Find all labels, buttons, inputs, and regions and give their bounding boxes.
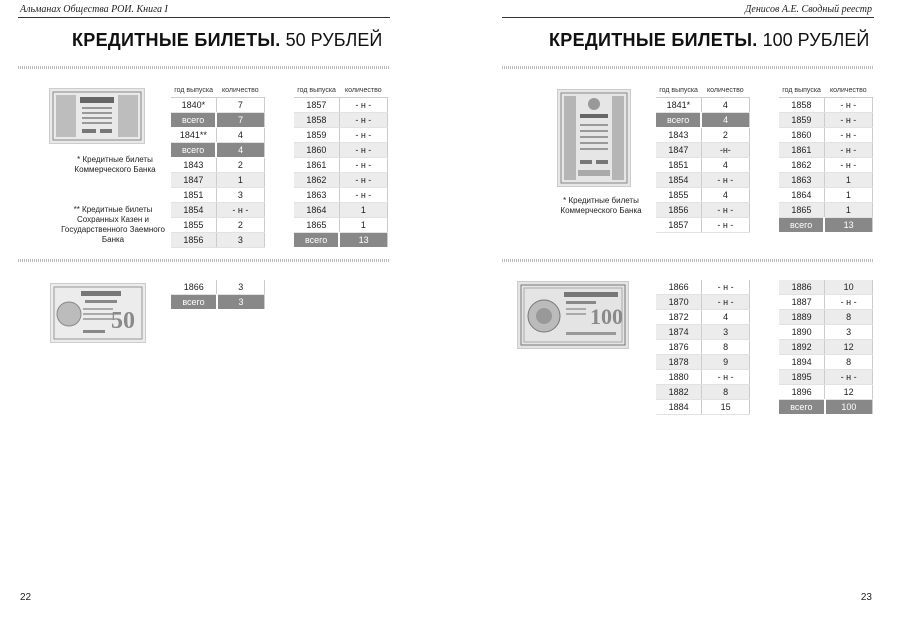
cell-qty: 7	[216, 98, 264, 113]
cell-qty: 3	[216, 233, 264, 248]
right-page-number: 23	[860, 592, 872, 603]
table-row	[656, 355, 750, 370]
table-row	[656, 173, 750, 188]
banknote-100-rub-1841-image	[557, 89, 631, 187]
table-row	[656, 370, 750, 385]
banknote-100-rub-1866-image	[517, 281, 629, 349]
header-rule	[18, 17, 390, 18]
table-100-rub-1841-1857	[656, 84, 750, 233]
table-row	[656, 295, 750, 310]
cell-qty: - н -	[701, 203, 749, 218]
cell-year: 1886	[779, 280, 825, 295]
col-header-year: год выпуска	[294, 84, 339, 98]
table-row	[779, 385, 873, 400]
cell-year: 1864	[294, 203, 339, 218]
cell-year: 1892	[779, 340, 825, 355]
cell-year: 1862	[294, 173, 339, 188]
cell-qty: 1	[339, 203, 387, 218]
cell-qty: - н -	[339, 143, 387, 158]
cell-year: 1841*	[656, 98, 701, 113]
table-row	[171, 98, 265, 113]
cell-year: 1860	[779, 128, 824, 143]
cell-qty: - н -	[825, 370, 873, 385]
table-50-rub-1840-1856	[171, 84, 265, 248]
table-row	[779, 173, 873, 188]
table-100-rub-1886-1896	[779, 280, 873, 415]
cell-year: 1859	[779, 113, 824, 128]
cell-year: всего	[171, 295, 217, 310]
table-row	[779, 98, 873, 113]
right-page	[450, 0, 900, 629]
cell-year: 1851	[171, 188, 216, 203]
cell-qty: - н -	[339, 173, 387, 188]
cell-qty: 13	[339, 233, 387, 248]
table-row	[779, 295, 873, 310]
left-running-head: Альманах Общества РОИ. Книга I	[20, 4, 168, 15]
cell-year: 1862	[779, 158, 824, 173]
cell-qty: - н -	[216, 203, 264, 218]
cell-year: 1889	[779, 310, 825, 325]
cell-qty: 15	[702, 400, 750, 415]
col-header-qty: количество	[216, 84, 264, 98]
cell-qty: - н -	[339, 188, 387, 203]
col-header-year: год выпуска	[171, 84, 216, 98]
cell-year: 1895	[779, 370, 825, 385]
cell-qty: 4	[701, 158, 749, 173]
title-denomination: 50 РУБЛЕЙ	[285, 30, 383, 50]
col-header-year: год выпуска	[779, 84, 824, 98]
table-row	[171, 203, 265, 218]
cell-year: 1858	[779, 98, 824, 113]
col-header-qty: количество	[824, 84, 872, 98]
cell-year: 1857	[656, 218, 701, 233]
cell-qty: - н -	[701, 173, 749, 188]
cell-qty: 12	[825, 340, 873, 355]
cell-qty: 12	[825, 385, 873, 400]
cell-qty: 1	[339, 218, 387, 233]
cell-qty: 4	[701, 98, 749, 113]
cell-qty: 8	[702, 340, 750, 355]
cell-year: 1851	[656, 158, 701, 173]
table-row	[171, 173, 265, 188]
col-header-qty: количество	[339, 84, 387, 98]
table-row	[656, 188, 750, 203]
table-row	[779, 128, 873, 143]
cell-year: 1890	[779, 325, 825, 340]
table-row	[656, 310, 750, 325]
cell-qty: 3	[216, 188, 264, 203]
cell-qty: -н-	[701, 143, 749, 158]
cell-year: 1864	[779, 188, 824, 203]
cell-year: 1866	[171, 280, 217, 295]
cell-year: всего	[171, 143, 216, 158]
cell-qty: 2	[216, 158, 264, 173]
cell-qty: 3	[217, 295, 265, 310]
table-row	[656, 400, 750, 415]
table-row	[779, 203, 873, 218]
cell-qty: - н -	[339, 158, 387, 173]
table-row	[171, 218, 265, 233]
cell-qty: - н -	[339, 98, 387, 113]
table-row	[294, 128, 388, 143]
cell-year: 1865	[779, 203, 824, 218]
cell-year: 1858	[294, 113, 339, 128]
table-row	[294, 218, 388, 233]
footnote-savings-bank: ** Кредитные билеты Сохранных Казен и Государственного Заемного Банка	[61, 205, 165, 244]
cell-qty: - н -	[824, 158, 872, 173]
cell-qty: 4	[216, 143, 264, 158]
table-row	[779, 355, 873, 370]
cell-year: 1860	[294, 143, 339, 158]
cell-year: 1861	[294, 158, 339, 173]
table-row	[171, 233, 265, 248]
section-divider	[18, 66, 390, 69]
table-100-rub-1858-1865	[779, 84, 873, 233]
cell-qty: 3	[217, 280, 265, 295]
col-header-year: год выпуска	[656, 84, 701, 98]
banknote-50-rub-1866-image	[50, 283, 146, 343]
table-row	[779, 370, 873, 385]
table-100-rub-1866-1884	[656, 280, 750, 415]
cell-year: 1843	[656, 128, 701, 143]
table-row	[656, 143, 750, 158]
cell-year: 1870	[656, 295, 702, 310]
cell-qty: - н -	[339, 128, 387, 143]
footnote-commercial-bank: * Кредитные билеты Коммерческого Банка	[74, 155, 156, 174]
cell-qty: - н -	[702, 295, 750, 310]
section-divider	[502, 66, 874, 69]
table-row	[294, 203, 388, 218]
table-row	[779, 188, 873, 203]
svg-text:50: 50	[111, 308, 135, 334]
cell-qty: 2	[216, 218, 264, 233]
cell-year: 1865	[294, 218, 339, 233]
table-50-rub-1857-1865	[294, 84, 388, 248]
table-row	[779, 340, 873, 355]
cell-qty: 10	[825, 280, 873, 295]
cell-year: 1857	[294, 98, 339, 113]
table-row	[294, 113, 388, 128]
table-row	[656, 203, 750, 218]
table-total-row	[779, 400, 873, 415]
cell-year: 1882	[656, 385, 702, 400]
cell-qty: 7	[216, 113, 264, 128]
cell-qty: 100	[825, 400, 873, 415]
table-row	[656, 385, 750, 400]
cell-year: всего	[656, 113, 701, 128]
cell-qty: - н -	[824, 98, 872, 113]
cell-year: 1841**	[171, 128, 216, 143]
table-total-row	[171, 295, 265, 310]
table-row	[171, 128, 265, 143]
cell-qty: 1	[824, 188, 872, 203]
table-total-row	[171, 143, 265, 158]
svg-text:100: 100	[590, 304, 623, 329]
table-row	[171, 158, 265, 173]
cell-year: 1894	[779, 355, 825, 370]
table-total-row	[294, 233, 388, 248]
cell-qty: 4	[216, 128, 264, 143]
cell-year: 1840*	[171, 98, 216, 113]
table-50-rub-1866	[171, 280, 265, 310]
cell-qty: 4	[701, 113, 749, 128]
table-total-row	[171, 113, 265, 128]
footnote-commercial-bank: * Кредитные билеты Коммерческого Банка	[560, 196, 642, 215]
cell-qty: 9	[702, 355, 750, 370]
cell-qty: - н -	[824, 113, 872, 128]
cell-year: 1861	[779, 143, 824, 158]
left-page-number: 22	[20, 592, 32, 603]
cell-year: 1854	[656, 173, 701, 188]
table-row	[294, 158, 388, 173]
cell-qty: - н -	[702, 280, 750, 295]
table-row	[294, 173, 388, 188]
table-row	[294, 143, 388, 158]
table-row	[779, 143, 873, 158]
cell-qty: - н -	[824, 143, 872, 158]
table-row	[656, 128, 750, 143]
table-row	[294, 188, 388, 203]
table-row	[779, 113, 873, 128]
cell-qty: 4	[701, 188, 749, 203]
table-total-row	[656, 113, 750, 128]
section-divider	[502, 259, 874, 262]
table-row	[656, 218, 750, 233]
right-page-title	[549, 30, 869, 51]
cell-year: 1863	[779, 173, 824, 188]
table-row	[656, 98, 750, 113]
table-row	[171, 188, 265, 203]
cell-qty: - н -	[825, 295, 873, 310]
cell-qty: - н -	[702, 370, 750, 385]
cell-qty: 13	[824, 218, 872, 233]
cell-qty: 8	[825, 355, 873, 370]
cell-year: 1880	[656, 370, 702, 385]
cell-qty: - н -	[824, 128, 872, 143]
cell-qty: 4	[702, 310, 750, 325]
cell-year: 1856	[171, 233, 216, 248]
cell-qty: 1	[824, 173, 872, 188]
cell-qty: 3	[825, 325, 873, 340]
cell-qty: - н -	[701, 218, 749, 233]
cell-year: 1866	[656, 280, 702, 295]
cell-year: 1884	[656, 400, 702, 415]
table-total-row	[779, 218, 873, 233]
title-denomination: 100 РУБЛЕЙ	[762, 30, 870, 50]
cell-year: 1896	[779, 385, 825, 400]
table-row	[779, 158, 873, 173]
cell-qty: 8	[702, 385, 750, 400]
cell-year: 1876	[656, 340, 702, 355]
table-row	[294, 98, 388, 113]
cell-year: 1887	[779, 295, 825, 310]
cell-year: всего	[294, 233, 339, 248]
cell-qty: 3	[702, 325, 750, 340]
cell-year: 1843	[171, 158, 216, 173]
banknote-50-rub-1840-image	[49, 88, 145, 144]
table-row	[779, 280, 873, 295]
cell-qty: 1	[824, 203, 872, 218]
cell-qty: - н -	[339, 113, 387, 128]
cell-year: 1863	[294, 188, 339, 203]
right-running-head: Денисов А.Е. Сводный реестр	[745, 4, 872, 15]
col-header-qty: количество	[701, 84, 749, 98]
table-row	[656, 158, 750, 173]
cell-year: 1847	[656, 143, 701, 158]
cell-year: 1874	[656, 325, 702, 340]
cell-year: 1854	[171, 203, 216, 218]
table-row	[656, 280, 750, 295]
table-row	[171, 280, 265, 295]
cell-qty: 2	[701, 128, 749, 143]
cell-year: 1855	[171, 218, 216, 233]
section-divider	[18, 259, 390, 262]
cell-year: 1859	[294, 128, 339, 143]
table-row	[656, 325, 750, 340]
cell-year: 1856	[656, 203, 701, 218]
table-row	[779, 325, 873, 340]
cell-year: всего	[779, 218, 824, 233]
table-row	[656, 340, 750, 355]
title-bold: КРЕДИТНЫЕ БИЛЕТЫ.	[72, 30, 281, 50]
cell-qty: 1	[216, 173, 264, 188]
cell-qty: 8	[825, 310, 873, 325]
cell-year: всего	[171, 113, 216, 128]
left-page-title	[72, 30, 382, 51]
cell-year: всего	[779, 400, 825, 415]
cell-year: 1847	[171, 173, 216, 188]
table-row	[779, 310, 873, 325]
cell-year: 1878	[656, 355, 702, 370]
title-bold: КРЕДИТНЫЕ БИЛЕТЫ.	[549, 30, 758, 50]
header-rule	[502, 17, 874, 18]
cell-year: 1872	[656, 310, 702, 325]
cell-year: 1855	[656, 188, 701, 203]
